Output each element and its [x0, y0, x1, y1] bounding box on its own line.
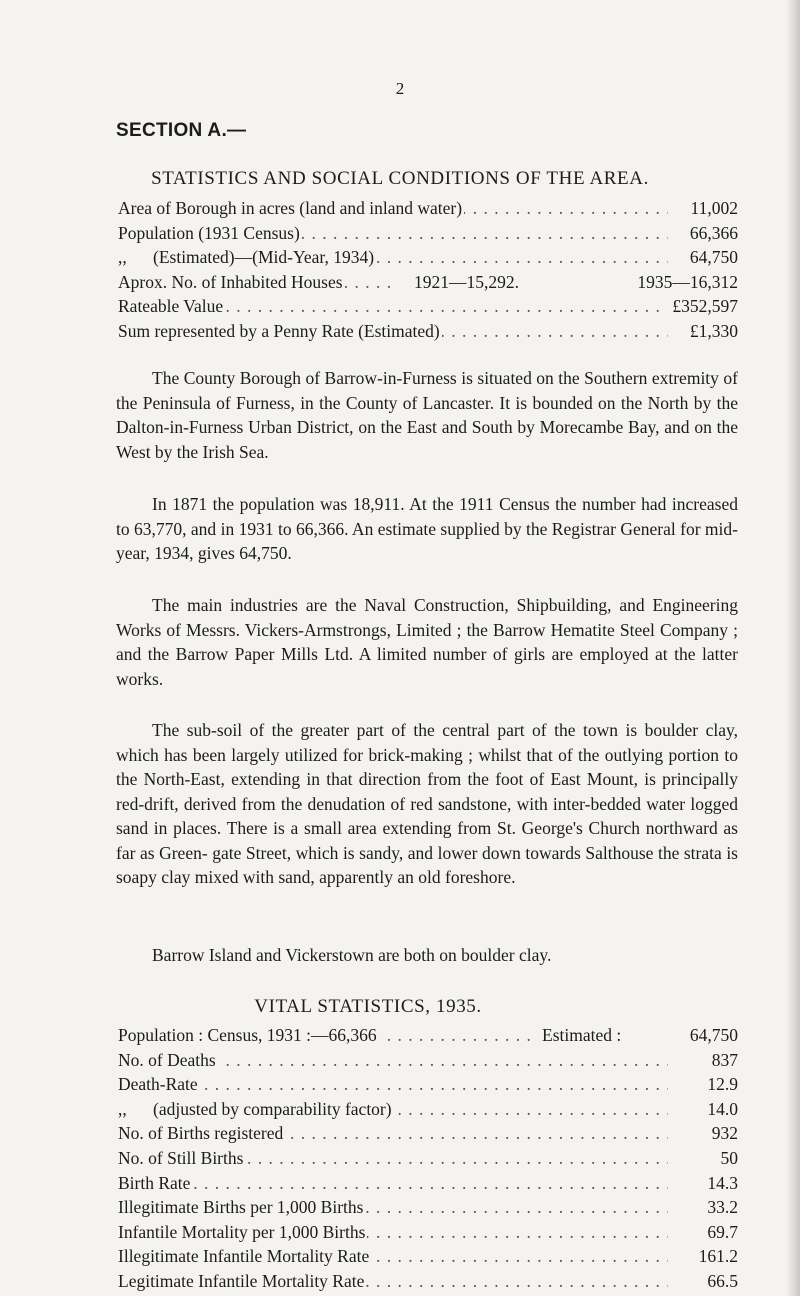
area-stat-row [118, 245, 738, 270]
vital-stat-row [118, 1146, 738, 1171]
stat-label: Death-Rate [118, 1072, 200, 1097]
stat-value: 33.2 [699, 1195, 738, 1220]
vital-stat-row [118, 1097, 738, 1122]
area-stat-row [118, 319, 738, 344]
stat-label: ,, (adjusted by comparability factor) [118, 1097, 394, 1122]
stat-label: Legitimate Infantile Mortality Rate [118, 1269, 366, 1294]
stat-value: 12.9 [699, 1072, 738, 1097]
stat-value: 161.2 [691, 1244, 738, 1269]
stat-label: Sum represented by a Penny Rate (Estimated) [118, 319, 442, 344]
stat-value: 64,750 [682, 1023, 738, 1048]
vital-stat-row [118, 1048, 738, 1073]
vital-statistics-title: VITAL STATISTICS, 1935. [254, 996, 482, 1017]
area-stat-row [118, 196, 738, 221]
paragraph-location: The County Borough of Barrow-in-Furness is situated on the Southern extremity of the Peninsula of Furness, in the County of Lancaster. It is bounded on the North by the Dalton-in-Furness Urban District, on the East and South by Morecambe Bay, and on the West by the Irish Sea. [116, 368, 738, 462]
paragraph-subsoil: The sub-soil of the greater part of the central part of the town is boulder clay, which has been largely utilized for brick-making ; whilst that of the outlying portion to the North-East, extending in that direction from the foot of East Mount, is principally red-drift, derived from the denudation of red sandstone, with inter-bedded water logged sand in places. There is a small area extending from St. George's Church northward as far as Green- gate Street, which is sandy, and lower down towards Salthouse the strata is soapy clay mixed with sand, apparently an old foreshore. [116, 720, 738, 887]
stat-label: Infantile Mortality per 1,000 Births [118, 1220, 367, 1245]
vital-stats-table [118, 1023, 738, 1294]
stat-value: 66.5 [699, 1269, 738, 1294]
stat-mid-value: 1921—15,292. [408, 270, 525, 295]
page-number: 2 [395, 79, 405, 98]
area-stats-table [118, 196, 738, 344]
stat-value: 64,750 [682, 245, 738, 270]
stat-label: Aprox. No. of Inhabited Houses [118, 270, 345, 295]
stat-label: Illegitimate Births per 1,000 Births [118, 1195, 365, 1220]
vital-stat-row [118, 1244, 738, 1269]
area-stat-row [118, 270, 738, 295]
vital-stat-row [118, 1171, 738, 1196]
stat-value: 14.3 [699, 1171, 738, 1196]
stat-label: Population : Census, 1931 :—66,366 [118, 1023, 379, 1048]
vital-stat-row [118, 1269, 738, 1294]
paragraph-barrow-island: Barrow Island and Vickerstown are both on boulder clay. [152, 945, 552, 965]
stat-value: 50 [713, 1146, 739, 1171]
stat-value: 66,366 [682, 221, 738, 246]
stat-value: 11,002 [683, 196, 738, 221]
stat-label: No. of Still Births [118, 1146, 245, 1171]
stat-label: Area of Borough in acres (land and inland water) [118, 196, 464, 221]
stat-label: Birth Rate [118, 1171, 192, 1196]
stat-value: 932 [704, 1121, 738, 1146]
area-stat-row [118, 221, 738, 246]
stat-value: £352,597 [664, 294, 738, 319]
area-title: STATISTICS AND SOCIAL CONDITIONS OF THE AREA. [151, 168, 649, 189]
vital-stat-row [118, 1220, 738, 1245]
stat-label: Illegitimate Infantile Mortality Rate [118, 1244, 371, 1269]
vital-stat-row [118, 1121, 738, 1146]
stat-value: 14.0 [699, 1097, 738, 1122]
stat-value: 1935—16,312 [629, 270, 738, 295]
stat-label: ,, (Estimated)—(Mid-Year, 1934) [118, 245, 376, 270]
stat-label: No. of Births registered [118, 1121, 285, 1146]
stat-label: Population (1931 Census) [118, 221, 302, 246]
section-heading: SECTION A.— [116, 120, 247, 141]
leader-dots [118, 1072, 668, 1097]
vital-stat-row [118, 1072, 738, 1097]
stat-value: 837 [704, 1048, 738, 1073]
stat-value: 69.7 [699, 1220, 738, 1245]
stat-label: Rateable Value [118, 294, 225, 319]
vital-stat-row [118, 1195, 738, 1220]
paragraph-industries: The main industries are the Naval Construction, Shipbuilding, and Engineering Works of Messrs. Vickers-Armstrongs, Limited ; the Barrow Hematite Steel Company ; and the Barrow Paper Mills Ltd. A limited number of girls are employed at the latter works. [116, 595, 738, 689]
page-edge-shadow [786, 0, 800, 1296]
stat-label: No. of Deaths [118, 1048, 218, 1073]
stat-value: £1,330 [682, 319, 738, 344]
stat-mid-label: Estimated : [536, 1023, 627, 1048]
paragraph-population: In 1871 the population was 18,911. At the 1911 Census the number had increased to 63,770, and in 1931 to 66,366. An estimate supplied by the Registrar General for mid-year, 1934, gives 64,750. [116, 494, 738, 563]
leader-dots [118, 1171, 668, 1196]
area-stat-row [118, 294, 738, 319]
vital-stat-row [118, 1023, 738, 1048]
